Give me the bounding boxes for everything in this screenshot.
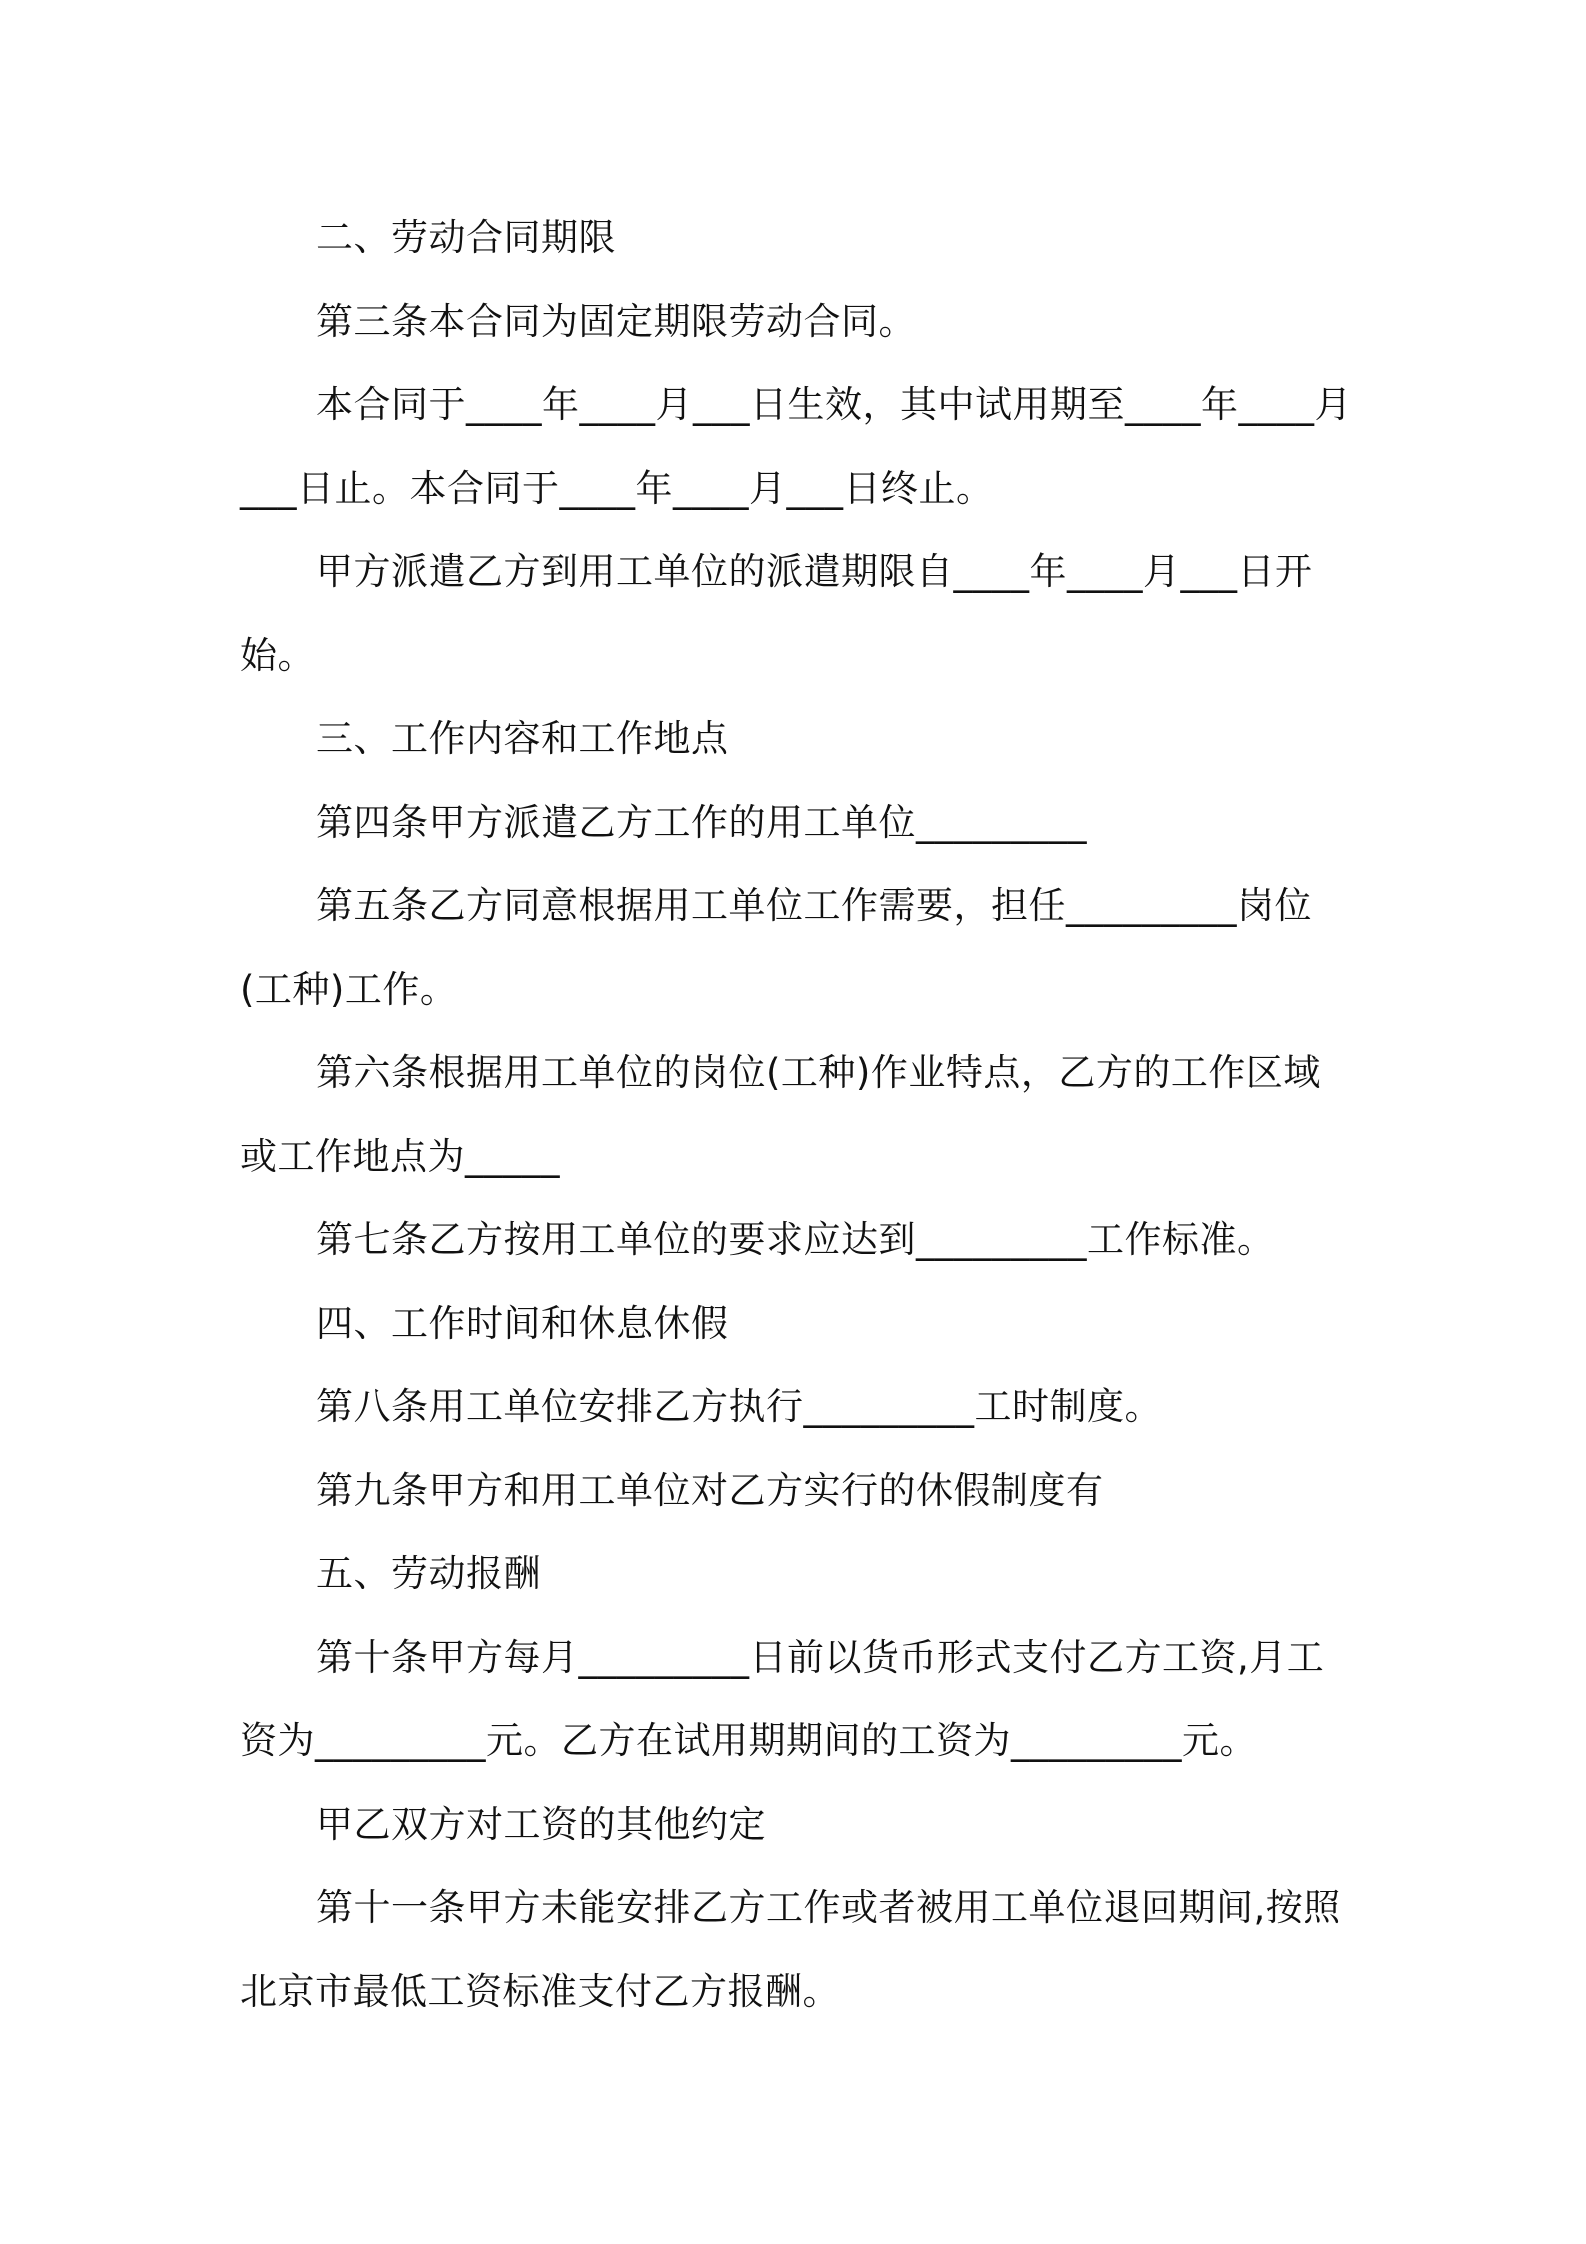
dispatch-period-paragraph: 甲方派遣乙方到用工单位的派遣期限自____年____月___日开始。 bbox=[240, 550, 1313, 677]
section-heading-work-content: 三、工作内容和工作地点 bbox=[316, 717, 729, 760]
article-3: 第三条本合同为固定期限劳动合同。 bbox=[316, 299, 916, 343]
contract-dates-paragraph: 本合同于____年____月___日生效，其中试用期至____年____月___日止。本合同于____年____月___日终止。 bbox=[240, 383, 1352, 510]
article-7: 第七条乙方按用工单位的要求应达到_________工作标准。 bbox=[316, 1218, 1275, 1261]
article-4: 第四条甲方派遣乙方工作的用工单位_________ bbox=[316, 800, 1087, 844]
document-body bbox=[240, 196, 1356, 2033]
article-9: 第九条甲方和用工单位对乙方实行的休假制度有 bbox=[316, 1468, 1104, 1512]
section-heading-contract-term: 二、劳动合同期限 bbox=[316, 216, 616, 259]
section-heading-remuneration: 五、劳动报酬 bbox=[316, 1552, 541, 1595]
other-wage-agreement: 甲乙双方对工资的其他约定 bbox=[316, 1802, 766, 1846]
section-heading-work-hours: 四、工作时间和休息休假 bbox=[316, 1301, 729, 1345]
article-8: 第八条用工单位安排乙方执行_________工时制度。 bbox=[316, 1385, 1162, 1428]
article-11: 第十一条甲方未能安排乙方工作或者被用工单位退回期间,按照北京市最低工资标准支付乙方报酬。 bbox=[240, 1886, 1341, 2013]
article-10: 第十条甲方每月_________日前以货币形式支付乙方工资,月工资为_________元。乙方在试用期期间的工资为_________元。 bbox=[240, 1635, 1325, 1762]
article-6: 第六条根据用工单位的岗位(工种)作业特点，乙方的工作区域或工作地点为_____ bbox=[240, 1051, 1321, 1178]
article-5: 第五条乙方同意根据用工单位工作需要，担任_________岗位(工种)工作。 bbox=[240, 884, 1312, 1011]
